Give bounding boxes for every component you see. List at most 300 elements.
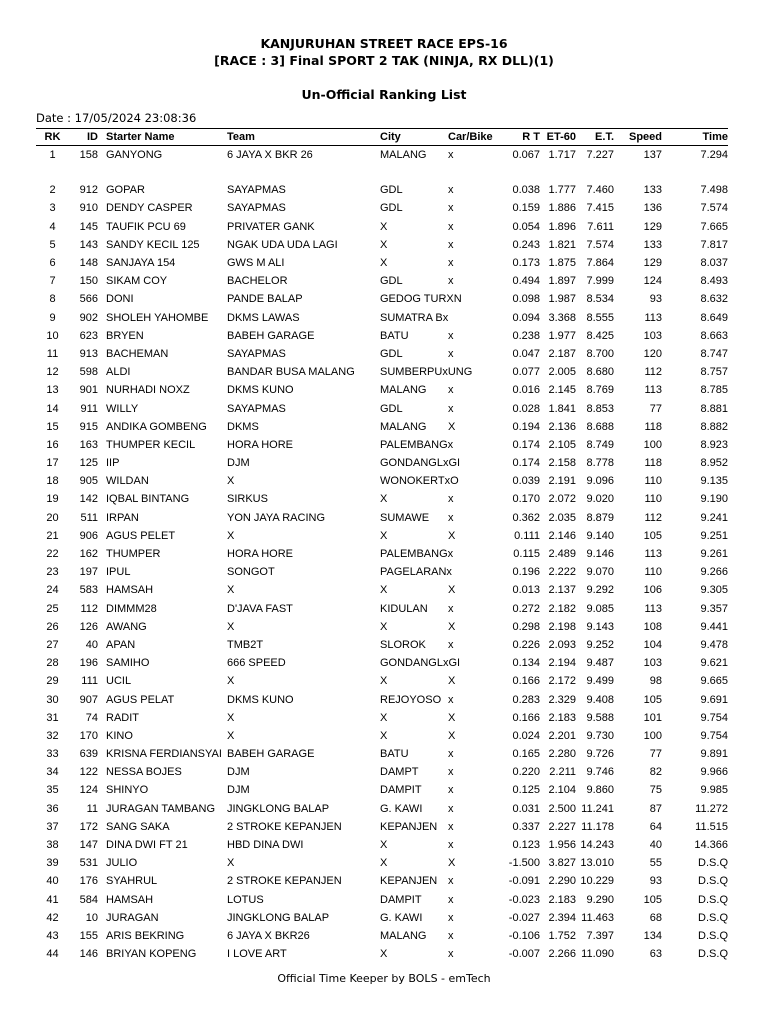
et-cell: 8.749 [586, 438, 614, 451]
rank-cell: 22 [46, 548, 59, 561]
id-cell: 623 [79, 329, 98, 342]
team-cell: X [227, 711, 235, 724]
et60-cell: 2.104 [548, 784, 576, 797]
team-cell: 2 STROKE KEPANJEN [227, 875, 342, 888]
id-cell: 122 [79, 766, 98, 779]
rt-cell: -0.091 [508, 875, 540, 888]
team-cell: X [227, 529, 235, 542]
et-cell: 7.415 [586, 202, 614, 215]
et60-cell: 1.897 [548, 275, 576, 288]
rank-cell: 27 [46, 638, 59, 651]
id-cell: 170 [79, 729, 98, 742]
et60-cell: 2.158 [548, 457, 576, 470]
et60-cell: 2.105 [548, 438, 576, 451]
id-cell: 907 [79, 693, 98, 706]
rank-cell: 39 [46, 857, 59, 870]
city-cell: X [380, 584, 388, 597]
time-cell: 7.294 [700, 149, 728, 162]
city-cell: GDL [380, 184, 403, 197]
starter-name-cell: DONI [106, 293, 134, 306]
rank-cell: 40 [46, 875, 59, 888]
et60-cell: 2.500 [548, 802, 576, 815]
rt-cell: 0.159 [512, 202, 540, 215]
et60-cell: 1.896 [548, 220, 576, 233]
city-cell: GONDANGLxGI [380, 657, 461, 670]
rt-cell: 0.067 [512, 149, 540, 162]
id-cell: 155 [79, 929, 98, 942]
rt-cell: -0.106 [508, 929, 540, 942]
speed-cell: 100 [643, 438, 662, 451]
starter-name-cell: DIMMM28 [106, 602, 157, 615]
rt-cell: 0.125 [512, 784, 540, 797]
rank-cell: 1 [49, 149, 56, 162]
table-row [36, 927, 728, 945]
time-cell: 8.649 [700, 311, 728, 324]
rt-cell: -1.500 [508, 857, 540, 870]
rt-cell: 0.123 [512, 839, 540, 852]
city-cell: MALANG [380, 149, 427, 162]
time-cell: 8.747 [700, 347, 728, 360]
et60-cell: 2.222 [548, 566, 576, 579]
rt-cell: 0.111 [514, 529, 540, 542]
time-cell: 7.665 [700, 220, 728, 233]
team-cell: SONGOT [227, 566, 275, 579]
rank-cell: 44 [46, 948, 59, 961]
team-cell: X [227, 729, 235, 742]
rank-cell: 32 [46, 729, 59, 742]
et60-cell: 2.329 [548, 693, 576, 706]
id-cell: 112 [80, 602, 98, 615]
id-cell: 143 [79, 238, 98, 251]
table-row [36, 236, 728, 254]
et-cell: 7.864 [586, 257, 614, 270]
rank-cell: 12 [46, 366, 59, 379]
rt-cell: -0.007 [508, 948, 540, 961]
rt-cell: 0.013 [512, 584, 540, 597]
car-bike-cell: x [448, 839, 454, 852]
team-cell: SAYAPMAS [227, 184, 286, 197]
et-cell: 11.090 [581, 948, 614, 961]
id-cell: 147 [79, 839, 98, 852]
time-cell: 8.785 [700, 384, 728, 397]
time-cell: 11.515 [695, 820, 728, 833]
city-cell: KEPANJEN [380, 875, 438, 888]
rank-cell: 19 [46, 493, 59, 506]
time-cell: D.S.Q [698, 893, 728, 906]
table-row [36, 763, 728, 781]
city-cell: DAMPIT [380, 893, 422, 906]
rt-cell: -0.023 [508, 893, 540, 906]
et-cell: 8.688 [586, 420, 614, 433]
car-bike-cell: X [448, 711, 456, 724]
time-cell: 7.498 [700, 184, 728, 197]
et-cell: 7.999 [586, 275, 614, 288]
team-cell: DJM [227, 457, 250, 470]
et60-cell: 1.886 [548, 202, 576, 215]
speed-cell: 113 [644, 384, 662, 397]
speed-cell: 105 [643, 529, 662, 542]
report-title: KANJURUHAN STREET RACE EPS-16 [260, 36, 508, 51]
car-bike-cell [448, 563, 504, 581]
speed-cell: 77 [649, 402, 662, 415]
rt-cell: 0.283 [512, 693, 540, 706]
id-cell: 583 [79, 584, 98, 597]
city-cell: KEPANJEN [380, 820, 438, 833]
time-cell: 8.632 [700, 293, 728, 306]
et60-cell: 2.489 [548, 548, 576, 561]
id-cell: 111 [81, 675, 98, 688]
time-cell: 8.757 [700, 366, 728, 379]
id-cell: 162 [79, 548, 98, 561]
car-bike-cell: x [448, 602, 454, 615]
speed-cell: 77 [649, 748, 662, 761]
et-cell: 14.243 [580, 839, 614, 852]
team-cell: X [227, 475, 235, 488]
et60-cell: 2.072 [548, 493, 576, 506]
speed-cell: 93 [649, 875, 662, 888]
starter-name-cell: AWANG [106, 620, 147, 633]
et60-cell: 2.146 [548, 529, 576, 542]
rt-cell: 0.028 [512, 402, 540, 415]
rank-cell: 41 [46, 893, 59, 906]
table-row [36, 745, 728, 763]
team-cell: 2 STROKE KEPANJEN [227, 820, 342, 833]
id-cell: 584 [79, 893, 98, 906]
et-cell: 8.700 [586, 347, 614, 360]
rt-cell: 0.165 [512, 748, 540, 761]
time-cell: 9.478 [700, 638, 728, 651]
starter-name-cell: IIP [106, 457, 120, 470]
et-cell: 9.730 [586, 729, 614, 742]
speed-cell: 104 [643, 638, 662, 651]
et60-cell: 2.191 [548, 475, 576, 488]
team-cell: BABEH GARAGE [227, 329, 315, 342]
et60-cell: 1.956 [548, 839, 576, 852]
starter-name-cell: JURAGAN [106, 911, 159, 924]
rt-cell: 0.174 [512, 438, 540, 451]
city-cell: X [380, 857, 388, 870]
table-row [36, 909, 728, 927]
rank-cell: 37 [46, 820, 59, 833]
time-cell: 9.966 [700, 766, 728, 779]
starter-name-cell: IRPAN [106, 511, 139, 524]
speed-cell: 124 [643, 275, 662, 288]
starter-name-cell: HAMSAH [106, 584, 154, 597]
table-row [36, 891, 728, 909]
city-cell: SLOROK [380, 638, 426, 651]
report-date: Date : 17/05/2024 23:08:36 [36, 111, 197, 125]
starter-name-cell: IQBAL BINTANG [106, 493, 190, 506]
speed-cell: 118 [644, 457, 662, 470]
rt-cell: 0.077 [512, 366, 540, 379]
rank-cell: 18 [46, 475, 59, 488]
rt-cell: 0.047 [512, 347, 540, 360]
starter-name-cell: BRYEN [106, 329, 144, 342]
car-bike-cell: x [448, 493, 454, 506]
et60-cell: 2.280 [548, 748, 576, 761]
id-cell: 639 [79, 748, 98, 761]
car-bike-cell: x [448, 766, 454, 779]
team-cell: BACHELOR [227, 275, 288, 288]
table-row [36, 454, 728, 472]
rank-cell: 25 [46, 602, 59, 615]
time-cell: 9.691 [700, 693, 728, 706]
speed-cell: 113 [644, 311, 662, 324]
time-cell: 11.272 [695, 802, 728, 815]
city-cell: SUMBERPUxUNG [380, 366, 473, 379]
col-header-starter-name: Starter Name [102, 129, 227, 146]
col-header-rt: R T [504, 129, 540, 146]
starter-name-cell: KRISNA FERDIANSYAI [106, 748, 222, 761]
rank-cell: 10 [46, 329, 59, 342]
rt-cell: 0.054 [512, 220, 540, 233]
et60-cell: 2.194 [548, 657, 576, 670]
et60-cell: 2.201 [548, 729, 576, 742]
et-cell: 9.096 [586, 475, 614, 488]
time-cell: D.S.Q [698, 857, 728, 870]
city-cell: GDL [380, 402, 403, 415]
time-cell: 9.754 [700, 729, 728, 742]
et-cell: 7.460 [586, 184, 614, 197]
et-cell: 8.534 [586, 293, 614, 306]
rank-cell: 21 [46, 529, 59, 542]
rt-cell: 0.024 [512, 729, 540, 742]
starter-name-cell: ARIS BEKRING [106, 929, 185, 942]
rt-cell: 0.337 [512, 820, 540, 833]
table-row [36, 872, 728, 890]
rt-cell: -0.027 [508, 911, 540, 924]
speed-cell: 105 [643, 693, 662, 706]
starter-name-cell: NURHADI NOXZ [106, 384, 190, 397]
table-row [36, 800, 728, 818]
time-cell: 9.985 [700, 784, 728, 797]
et-cell: 9.487 [586, 657, 614, 670]
et-cell: 7.574 [586, 238, 614, 251]
rt-cell: 0.016 [512, 384, 540, 397]
id-cell: 74 [85, 711, 98, 724]
col-header-id: ID [69, 129, 102, 146]
et-cell: 9.292 [586, 584, 614, 597]
et60-cell: 1.752 [548, 929, 576, 942]
city-cell: PALEMBANGx [380, 438, 454, 451]
et-cell: 11.241 [581, 802, 614, 815]
rank-cell: 42 [46, 911, 59, 924]
city-cell: MALANG [380, 929, 427, 942]
city-cell: MALANG [380, 420, 427, 433]
team-cell: SAYAPMAS [227, 347, 286, 360]
report-subtitle: Un-Official Ranking List [301, 87, 467, 102]
city-cell: MALANG [380, 384, 427, 397]
starter-name-cell: UCIL [106, 675, 132, 688]
team-cell: JINGKLONG BALAP [227, 911, 330, 924]
rt-cell: 0.194 [512, 420, 540, 433]
table-row [36, 672, 728, 690]
rt-cell: 0.031 [512, 802, 540, 815]
table-row [36, 581, 728, 599]
id-cell: 148 [79, 257, 98, 270]
race-title: [RACE : 3] Final SPORT 2 TAK (NINJA, RX DLL)(1) [214, 53, 554, 68]
starter-name-cell: DENDY CASPER [106, 202, 193, 215]
car-bike-cell [448, 309, 504, 327]
car-bike-cell: x [448, 748, 454, 761]
city-cell: BATU [380, 748, 409, 761]
team-cell: HORA HORE [227, 438, 294, 451]
id-cell: 196 [79, 657, 98, 670]
car-bike-cell: x [448, 893, 454, 906]
et60-cell: 3.827 [548, 857, 576, 870]
time-cell: 9.266 [700, 566, 728, 579]
time-cell: D.S.Q [698, 948, 728, 961]
et60-cell: 1.875 [548, 257, 576, 270]
starter-name-cell: SANG SAKA [106, 820, 170, 833]
starter-name-cell: JULIO [106, 857, 138, 870]
time-cell: 9.305 [700, 584, 728, 597]
id-cell: 197 [79, 566, 98, 579]
id-cell: 158 [79, 149, 98, 162]
rt-cell: 0.220 [512, 766, 540, 779]
table-row [36, 327, 728, 345]
team-cell: PRIVATER GANK [227, 220, 315, 233]
speed-cell: 100 [643, 729, 662, 742]
starter-name-cell: GOPAR [106, 184, 145, 197]
et-cell: 8.769 [586, 384, 614, 397]
et60-cell: 2.137 [548, 584, 576, 597]
team-cell: I LOVE ART [227, 948, 287, 961]
id-cell: 906 [79, 529, 98, 542]
table-row [36, 854, 728, 872]
city-cell: WONOKERTxO [380, 475, 459, 488]
city-cell: X [380, 948, 388, 961]
speed-cell: 68 [649, 911, 662, 924]
car-bike-cell: x [448, 238, 454, 251]
rank-cell: 20 [46, 511, 59, 524]
rank-cell: 5 [49, 238, 56, 251]
table-row [36, 218, 728, 236]
starter-name-cell: NESSA BOJES [106, 766, 182, 779]
id-cell: 142 [79, 493, 98, 506]
table-row [36, 818, 728, 836]
city-cell: GDL [380, 347, 403, 360]
et60-cell: 1.977 [548, 329, 576, 342]
speed-cell: 108 [643, 620, 662, 633]
rank-cell: 43 [46, 929, 59, 942]
speed-cell: 134 [643, 929, 662, 942]
starter-name-cell: KINO [106, 729, 133, 742]
speed-cell: 136 [643, 202, 662, 215]
starter-name-cell: ALDI [106, 366, 131, 379]
rank-cell: 8 [49, 293, 56, 306]
id-cell: 150 [79, 275, 98, 288]
car-bike-cell: x [448, 257, 454, 270]
car-bike-cell: X [448, 729, 456, 742]
table-row [36, 254, 728, 272]
team-cell: LOTUS [227, 893, 264, 906]
rt-cell: 0.134 [512, 657, 540, 670]
rank-cell: 6 [49, 257, 56, 270]
city-cell: X [380, 675, 388, 688]
et60-cell: 2.182 [548, 602, 576, 615]
rt-cell: 0.196 [512, 566, 540, 579]
city-cell: X [380, 839, 388, 852]
col-header-time: Time [662, 129, 728, 146]
speed-cell: 129 [643, 257, 662, 270]
table-row [36, 636, 728, 654]
speed-cell: 87 [649, 802, 662, 815]
car-bike-cell: x [448, 184, 454, 197]
city-cell: X [380, 493, 388, 506]
et-cell: 9.499 [586, 675, 614, 688]
starter-name-cell: APAN [106, 638, 136, 651]
table-header-row [36, 129, 728, 146]
table-row [36, 436, 728, 454]
rank-cell: 31 [46, 711, 59, 724]
car-bike-cell [448, 545, 504, 563]
time-cell: 8.037 [700, 257, 728, 270]
table-row [36, 399, 728, 417]
time-cell: 8.923 [700, 438, 728, 451]
city-cell: G. KAWI [380, 802, 423, 815]
time-cell: 9.190 [700, 493, 728, 506]
car-bike-cell: x [448, 347, 454, 360]
time-cell: 9.135 [700, 475, 728, 488]
table-row [36, 509, 728, 527]
table-row [36, 490, 728, 508]
starter-name-cell: AGUS PELET [106, 529, 176, 542]
car-bike-cell: x [448, 802, 454, 815]
team-cell: 666 SPEED [227, 657, 286, 670]
rank-cell: 2 [49, 184, 56, 197]
et60-cell: 1.821 [548, 238, 576, 251]
team-cell: DJM [227, 784, 250, 797]
speed-cell: 112 [644, 511, 662, 524]
et60-cell: 2.172 [548, 675, 576, 688]
city-cell: KIDULAN [380, 602, 428, 615]
et60-cell: 2.394 [548, 911, 576, 924]
table-row [36, 199, 728, 217]
city-cell: DAMPIT [380, 784, 422, 797]
rank-cell: 36 [46, 802, 59, 815]
et60-cell: 1.777 [548, 184, 576, 197]
team-cell: 6 JAYA X BKR 26 [227, 149, 313, 162]
et-cell: 8.778 [586, 457, 614, 470]
id-cell: 905 [79, 475, 98, 488]
rank-cell: 30 [46, 693, 59, 706]
city-cell: GONDANGLxGI [380, 457, 461, 470]
team-cell: X [227, 675, 235, 688]
et60-cell: 1.841 [548, 402, 576, 415]
et60-cell: 2.290 [548, 875, 576, 888]
et-cell: 9.143 [586, 620, 614, 633]
et-cell: 8.680 [586, 366, 614, 379]
rt-cell: 0.272 [512, 602, 540, 615]
et-cell: 9.408 [586, 693, 614, 706]
id-cell: 145 [79, 220, 98, 233]
et-cell: 9.252 [586, 638, 614, 651]
et-cell: 9.588 [586, 711, 614, 724]
city-cell: X [380, 711, 388, 724]
rt-cell: 0.362 [512, 511, 540, 524]
starter-name-cell: SANJAYA 154 [106, 257, 176, 270]
rank-cell: 38 [46, 839, 59, 852]
rt-cell: 0.038 [512, 184, 540, 197]
speed-cell: 103 [643, 657, 662, 670]
table-row [36, 309, 728, 327]
starter-name-cell: AGUS PELAT [106, 693, 175, 706]
starter-name-cell: HAMSAH [106, 893, 154, 906]
table-row [36, 836, 728, 854]
time-cell: 9.241 [700, 511, 728, 524]
team-cell: X [227, 620, 235, 633]
